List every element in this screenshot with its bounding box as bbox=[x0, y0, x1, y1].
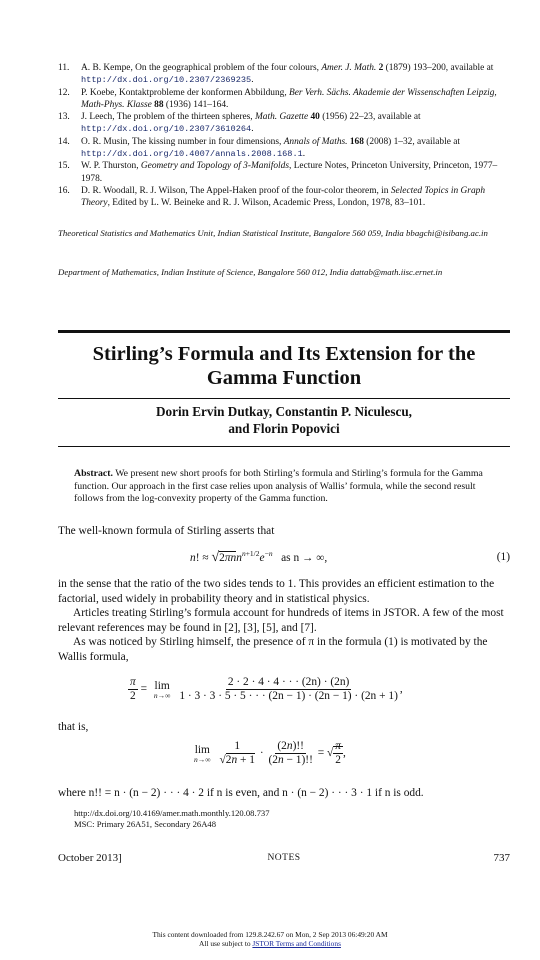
paragraph: where n!! = n · (n − 2) · · · 4 · 2 if n is even, and n · (n − 2) · · · 3 · 1 if n is odd. bbox=[58, 787, 424, 799]
article-metadata bbox=[74, 808, 270, 830]
abstract bbox=[74, 468, 496, 506]
reference-number: 14. bbox=[58, 136, 70, 147]
equation-wallis: $\frac{\pi}{2}$ = lim n→∞ $\frac{2 \cdot 2 \cdot 4 \cdot 4 \cdot \cdot \cdot (2n) \cdot (2n)}{1 \cdot 3 \cdot 3 \cdot 5 \cdot 5 \cdot \cdot \cdot (2n - 1) \cdot (2n - 1) \cdot (2n + 1)}$ , bbox=[130, 676, 403, 702]
section-name: NOTES bbox=[267, 853, 301, 863]
abstract-label: Abstract. bbox=[74, 468, 113, 479]
download-info: This content downloaded from 129.8.242.67 on Mon, 2 Sep 2013 06:49:20 AM bbox=[152, 930, 388, 939]
msc-codes: MSC: Primary 26A51, Secondary 26A48 bbox=[74, 819, 217, 829]
doi-link[interactable]: http://dx.doi.org/10.4169/amer.math.monthly.120.08.737 bbox=[74, 808, 270, 818]
doi-link[interactable]: http://dx.doi.org/10.4007/annals.2008.168.1 bbox=[81, 149, 303, 160]
reference-number: 12. bbox=[58, 87, 70, 98]
wallis-numerator: 2 · 2 · 4 · 4 · · · (2n) · (2n) bbox=[227, 676, 350, 688]
affiliation: Department of Mathematics, Indian Institute of Science, Bangalore 560 012, India dattab@math.iisc.ernet.in bbox=[58, 267, 443, 277]
reference-item bbox=[58, 136, 510, 161]
reference-text: D. R. Woodall, R. J. Wilson, The Appel-Haken proof of the four-color theorem, in Selected Topics in Graph Theory, Edited by L. W. Beineke and R. J. Wilson, Academic Press, London, 1978, 83–101. bbox=[81, 185, 486, 209]
article-title: Stirling’s Formula and Its Extension for the Gamma Function bbox=[92, 343, 476, 389]
wallis-denominator: 1 · 3 · 3 · 5 · 5 · · · (2n − 1) · (2n − 1) · (2n + 1) bbox=[179, 690, 398, 702]
paragraph: The well-known formula of Stirling asserts that bbox=[58, 525, 275, 537]
paragraph: that is, bbox=[58, 721, 89, 733]
authors-rule bbox=[58, 446, 510, 447]
reference-number: 15. bbox=[58, 161, 70, 172]
equation-double-factorial: lim n→∞ $\frac{1}{√2n + 1}$ · $\frac{(2n)!!}{(2n - 1)!!}$ = √ $\frac{\pi}{2}$ , bbox=[194, 740, 346, 766]
equation-number: (1) bbox=[496, 551, 510, 563]
reference-item bbox=[58, 185, 510, 210]
reference-number: 11. bbox=[58, 63, 70, 73]
reference-item bbox=[58, 160, 510, 185]
page-number: 737 bbox=[493, 852, 510, 864]
reference-number: 13. bbox=[58, 112, 70, 123]
reference-text: J. Leech, The problem of the thirteen spheres, Math. Gazette 40 (1956) 22–23, available at http://dx.doi.org/10.2307/3610264. bbox=[81, 112, 421, 135]
download-notice bbox=[0, 930, 540, 948]
title-rule-top bbox=[58, 330, 510, 333]
reference-number: 16. bbox=[58, 185, 70, 196]
authors-line: Dorin Ervin Dutkay, Constantin P. Niculescu, bbox=[156, 404, 412, 419]
reference-item bbox=[58, 62, 510, 87]
terms-link[interactable]: JSTOR Terms and Conditions bbox=[252, 939, 341, 948]
reference-list bbox=[58, 62, 510, 210]
authors-line: and Florin Popovici bbox=[228, 421, 340, 436]
reference-text: P. Koebe, Kontaktprobleme der konformen Abbildung, Ber Verh. Sächs. Akademie der Wissenschaften Leipzig, Math-Phys. Klasse 88 (1936) 141–164. bbox=[81, 87, 497, 110]
author-list bbox=[58, 403, 510, 437]
paragraph-group bbox=[58, 577, 510, 665]
paragraph: Articles treating Stirling’s formula account for hundreds of items in JSTOR. A few of the most relevant references may be found in [2], [3], [5], and [7]. bbox=[58, 607, 504, 634]
equation-stirling: n! ≈ $√2\pi nn^{n+1/2}e^{-n}$ as n → ∞, bbox=[190, 549, 328, 565]
reference-text: O. R. Musin, The kissing number in four dimensions, Annals of Maths. 168 (2008) 1–32, available at http://dx.doi.org/10.4007/annals.2008.168.1. bbox=[81, 136, 460, 160]
reference-text: W. P. Thurston, Geometry and Topology of 3-Manifolds, Lecture Notes, Princeton University, Princeton, 1977–1978. bbox=[81, 161, 498, 184]
issue-date: October 2013] bbox=[58, 852, 122, 864]
reference-text: A. B. Kempe, On the geographical problem of the four colours, Amer. J. Math. 2 (1879) 193–200, available at http://dx.doi.org/10.2307/2369235. bbox=[81, 63, 494, 86]
terms-prefix: All use subject to bbox=[199, 939, 253, 948]
doi-link[interactable]: http://dx.doi.org/10.2307/2369235 bbox=[81, 75, 252, 86]
equation-condition: as n → ∞, bbox=[281, 551, 328, 564]
reference-item bbox=[58, 87, 510, 112]
paragraph: in the sense that the ratio of the two sides tends to 1. This provides an efficient estimation to the factorial, used widely in probability theory and in statistical physics. bbox=[58, 578, 495, 605]
abstract-text: We present new short proofs for both Stirling’s formula and Stirling’s formula for the Gamma function. Our approach in the first case relies upon analysis of Wallis’ formula, while the second result follows from the log-convexity property of the Gamma function. bbox=[74, 468, 483, 504]
reference-item bbox=[58, 111, 510, 136]
doi-link[interactable]: http://dx.doi.org/10.2307/3610264 bbox=[81, 124, 252, 135]
paragraph: As was noticed by Stirling himself, the presence of π in the formula (1) is motivated by the Wallis formula, bbox=[58, 636, 488, 663]
affiliation: Theoretical Statistics and Mathematics Unit, Indian Statistical Institute, Bangalore 560 059, India bbagchi@isibang.ac.in bbox=[58, 228, 488, 238]
title-rule-bottom bbox=[58, 398, 510, 399]
